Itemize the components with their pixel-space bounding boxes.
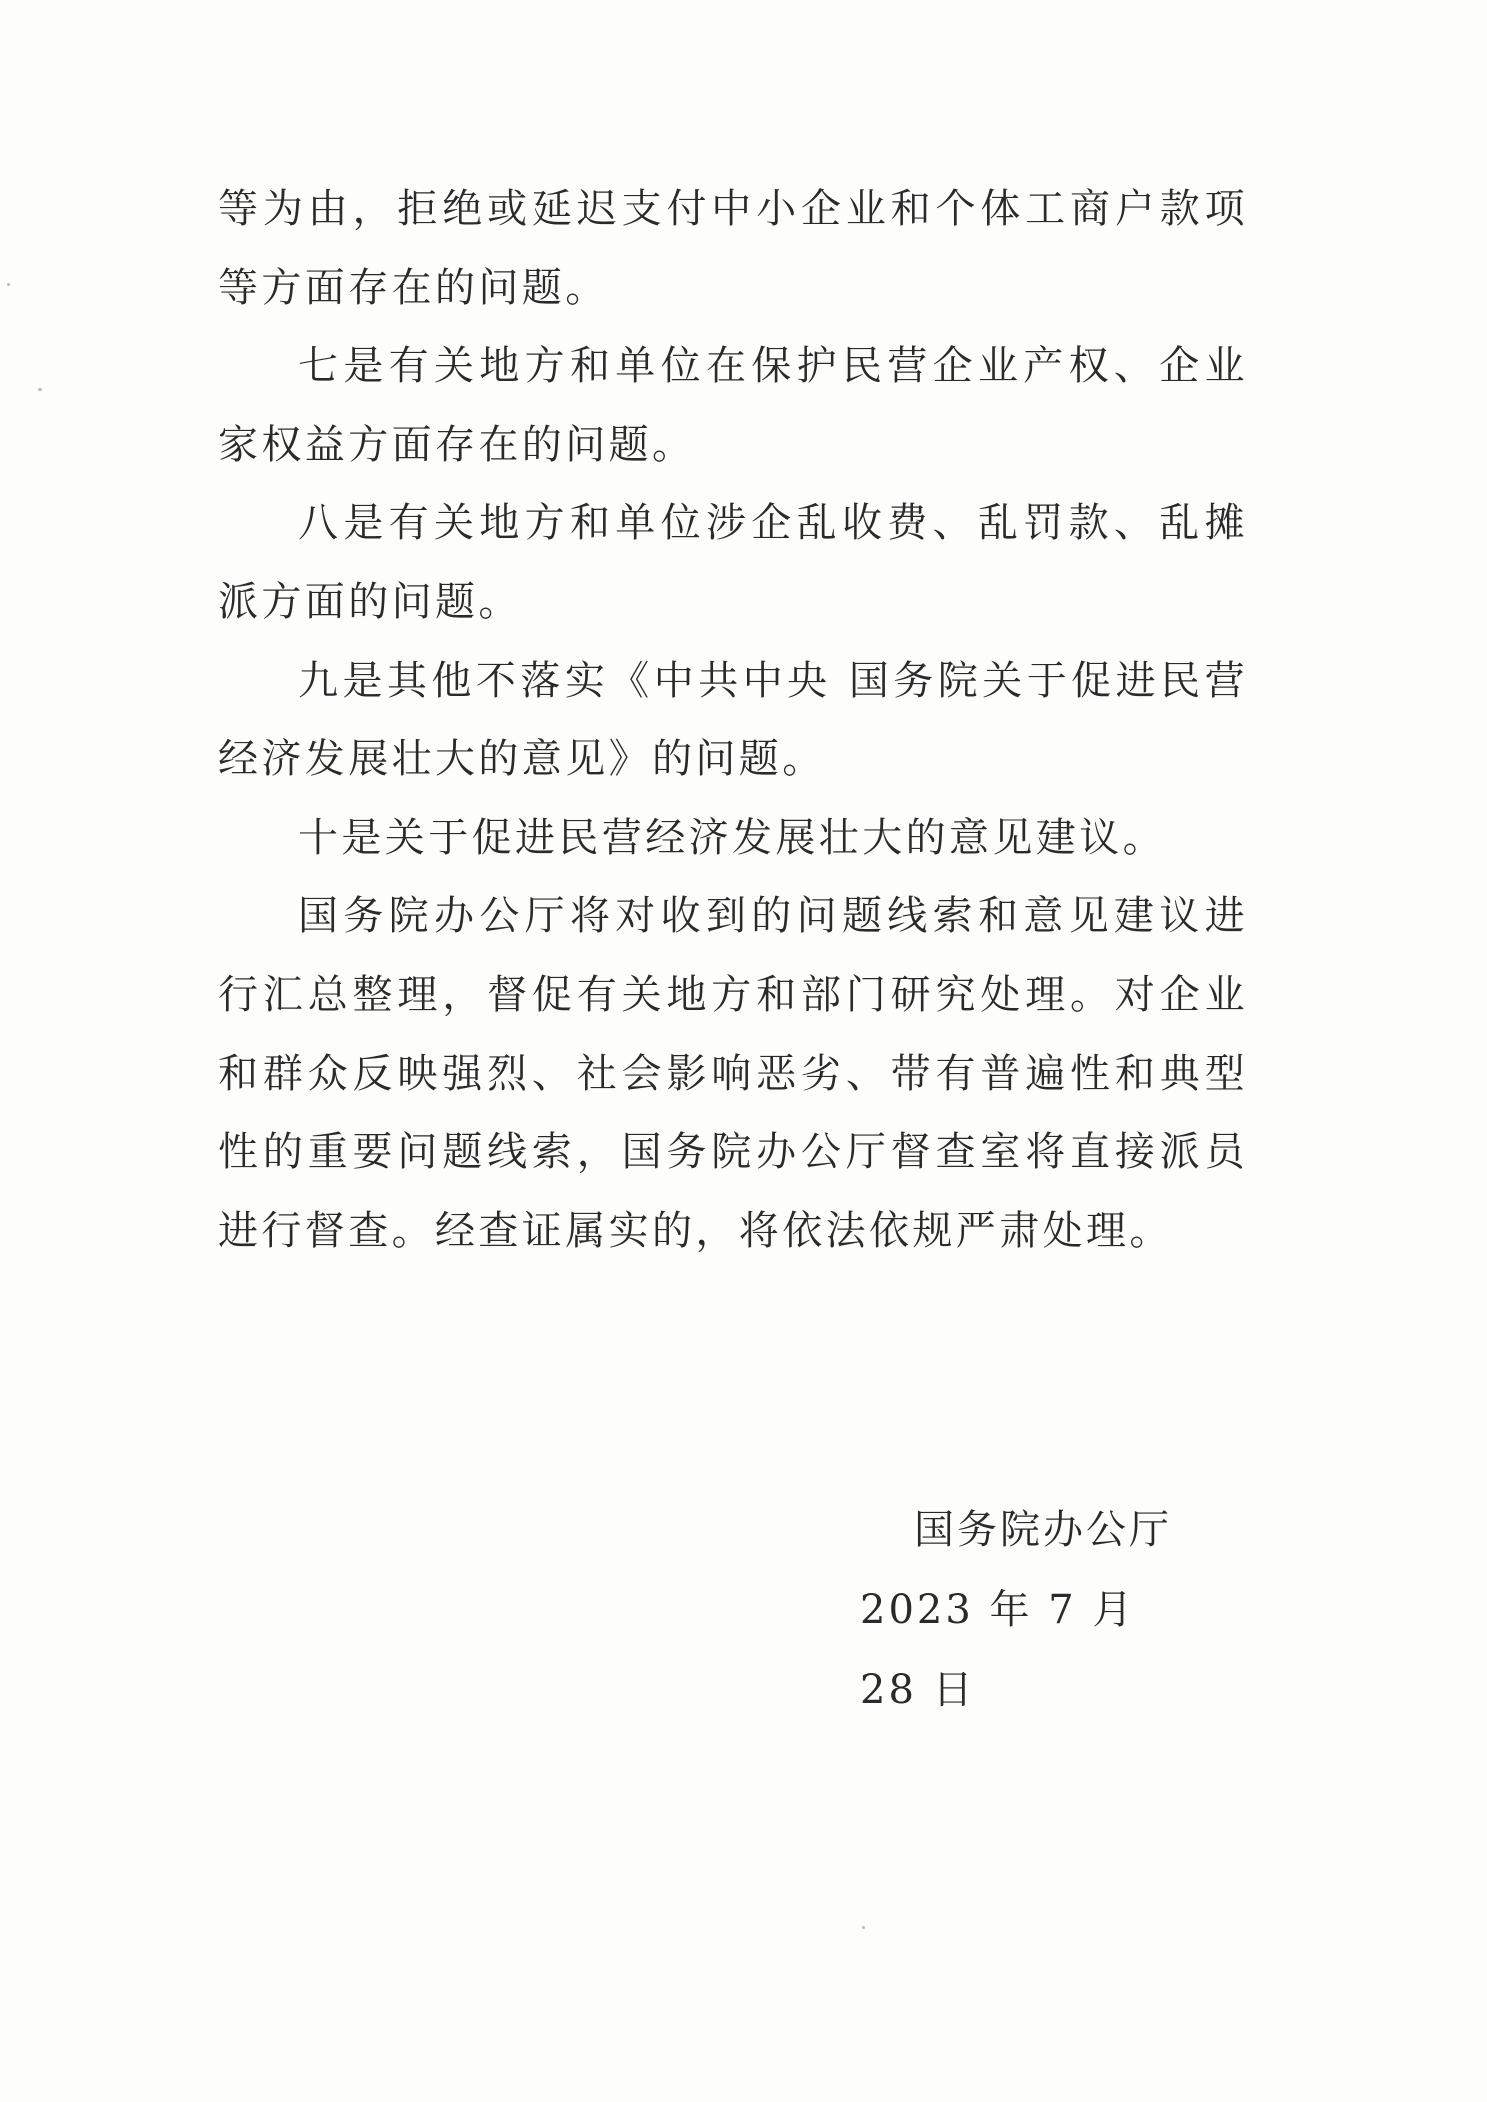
signature-block bbox=[860, 1490, 1180, 1730]
signature-date: 2023 年 7 月 28 日 bbox=[860, 1587, 1136, 1713]
scan-speck bbox=[38, 388, 42, 391]
paragraph-item-seven: 七是有关地方和单位在保护民营企业产权、企业家权益方面存在的问题。 bbox=[218, 343, 1248, 468]
paragraph-item-ten: 十是关于促进民营经济发展壮大的意见建议。 bbox=[298, 814, 1166, 861]
signature-organization: 国务院办公厅 bbox=[914, 1507, 1172, 1553]
paragraph-continuation: 等为由，拒绝或延迟支付中小企业和个体工商户款项等方面存在的问题。 bbox=[218, 186, 1248, 311]
scan-speck bbox=[7, 283, 10, 286]
scan-speck bbox=[862, 1926, 865, 1929]
document-body bbox=[218, 170, 1248, 1270]
paragraph-item-nine: 九是其他不落实《中共中央 国务院关于促进民营经济发展壮大的意见》的问题。 bbox=[218, 657, 1248, 783]
paragraph-closing: 国务院办公厅将对收到的问题线索和意见建议进行汇总整理，督促有关地方和部门研究处理。对企业和群众反映强烈、社会影响恶劣、带有普遍性和典型性的重要问题线索，国务院办公厅督查室将直接派员进行督查。经查证属实的，将依法依规严肃处理。 bbox=[218, 893, 1248, 1254]
paragraph-item-eight: 八是有关地方和单位涉企乱收费、乱罚款、乱摊派方面的问题。 bbox=[218, 500, 1248, 625]
